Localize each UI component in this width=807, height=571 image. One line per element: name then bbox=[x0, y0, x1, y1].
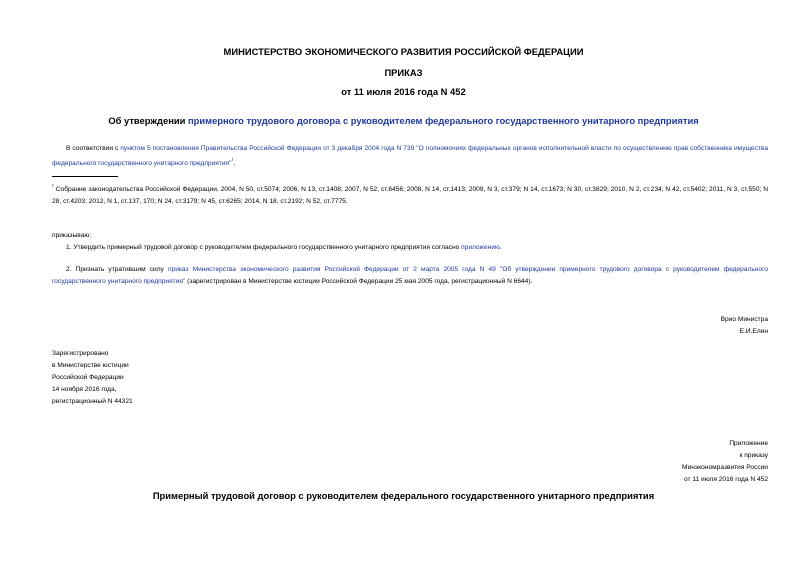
registration-block bbox=[52, 348, 133, 408]
registration-line: 14 ноября 2016 года, bbox=[52, 386, 117, 393]
appendix-block bbox=[500, 438, 768, 486]
signature-name: Е.И.Елин bbox=[739, 328, 768, 335]
appendix-line: Минэкономразвития России bbox=[682, 464, 768, 471]
registration-line: Российской Федерации bbox=[52, 374, 124, 381]
footnote-mark: ¹ bbox=[52, 184, 54, 190]
item2-end: (зарегистрирован в Министерстве юстиции Российской Федерации 25 мая 2005 года, регистрационный N 6644). bbox=[185, 278, 533, 285]
document-title bbox=[0, 115, 807, 126]
appendix-line: от 11 июля 2016 года N 452 bbox=[683, 476, 768, 483]
item2-text: 2. Признать утратившим силу bbox=[66, 266, 168, 273]
appendix-title: Примерный трудовой договор с руководителем федерального государственного унитарного предприятия bbox=[152, 490, 655, 501]
doc-type-heading: ПРИКАЗ bbox=[384, 67, 423, 78]
preamble-end: , bbox=[233, 160, 236, 168]
date-number-heading: от 11 июля 2016 года N 452 bbox=[341, 86, 466, 97]
preamble-text: В соответствии с bbox=[66, 145, 121, 152]
ministry-heading: МИНИСТЕРСТВО ЭКОНОМИЧЕСКОГО РАЗВИТИЯ РОССИЙСКОЙ ФЕДЕРАЦИИ bbox=[223, 46, 584, 57]
order-intro: приказываю: bbox=[52, 232, 92, 239]
signature-position: Врио Министра bbox=[720, 316, 768, 323]
order-item-1 bbox=[52, 242, 768, 254]
order-item-2 bbox=[52, 264, 768, 288]
appendix-line: к приказу bbox=[739, 452, 768, 459]
item1-text: 1. Утвердить примерный трудовой договор с руководителем федерального государственного унитарного предприятия согласно bbox=[66, 244, 462, 251]
footnote-ref: ¹ bbox=[231, 158, 234, 164]
item1-end: . bbox=[499, 244, 502, 251]
title-prefix: Об утверждении bbox=[108, 115, 188, 126]
footnote-text: Собрание законодательства Российской Федерации, 2004, N 50, ст.5074; 2006, N 13, ст.1408; 2007, N 52, ст.6456; 2008, N 14, ст.1413; 2009, N 3, ст.379; N 14, ст.1673; N 30, ст.3829; 2010, N 2, ст.234; N 42, ст.5402; 2011, N 3, ст.550; N 28, ст.4203; 2012, N 1, ст.137, 170; N 24, ст.3179; N 45, ст.6265; 2014, N 18, ст.2192; N 52, ст.7775. bbox=[52, 186, 768, 206]
repealed-order-link[interactable]: приказ Министерства экономического развития Российской Федерации от 2 марта 2005 года N 49 "Об утверждении примерного трудового договора с руководителем федерального государственного унитарного предприятия" bbox=[52, 266, 768, 285]
preamble-link[interactable]: пунктом 5 постановления Правительства Российской Федерации от 3 декабря 2004 года N 739 "О полномочиях федеральных органов исполнительной власти по осуществлению прав собственника имущества федерального государственного унитарного предприятия" bbox=[52, 145, 768, 168]
title-link[interactable]: примерного трудового договора с руководителем федерального государственного унитарного предприятия bbox=[187, 115, 699, 126]
appendix-link[interactable]: приложению bbox=[461, 244, 500, 251]
registration-line: Зарегистрировано bbox=[52, 350, 109, 357]
footnote bbox=[52, 181, 768, 208]
registration-line: регистрационный N 44321 bbox=[52, 398, 133, 405]
registration-line: в Министерстве юстиции bbox=[52, 362, 129, 369]
preamble-paragraph bbox=[52, 143, 768, 170]
footnote-separator bbox=[52, 176, 118, 177]
appendix-line: Приложение bbox=[729, 440, 768, 447]
